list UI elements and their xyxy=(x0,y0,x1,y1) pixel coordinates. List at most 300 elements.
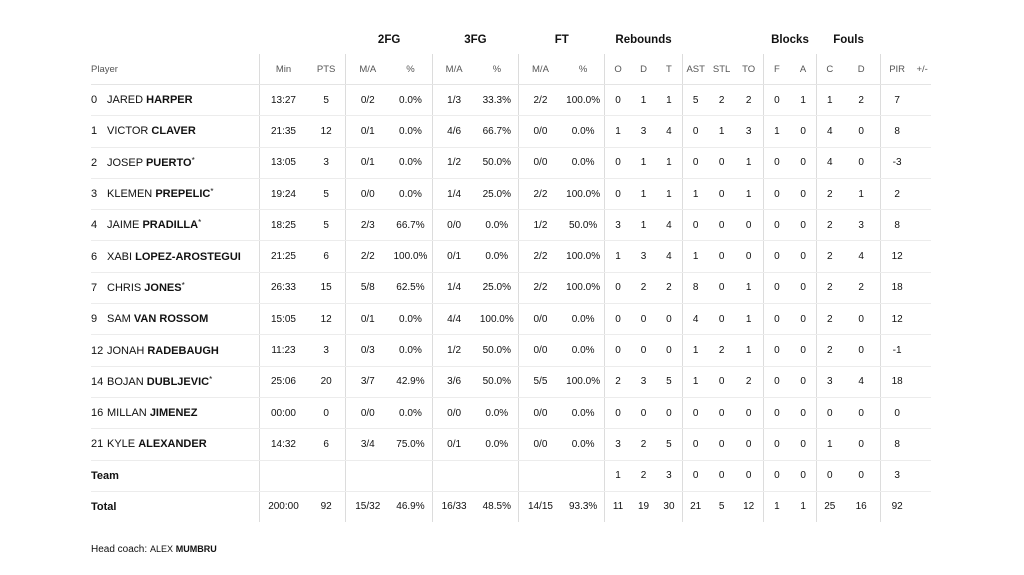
cell-fouls-c: 2 xyxy=(817,178,843,209)
cell-blocks-f: 0 xyxy=(763,304,790,335)
cell-min: 15:05 xyxy=(260,304,307,335)
cell-pts: 3 xyxy=(307,335,346,366)
cell-plus-minus xyxy=(913,241,931,272)
player-first-name: MILLAN xyxy=(107,407,147,420)
player-row xyxy=(91,178,931,209)
cell-ast: 4 xyxy=(682,304,709,335)
player-last-name: VAN ROSSOM xyxy=(133,313,209,326)
player-first-name: JAIME xyxy=(107,219,140,232)
player-first-name: JARED xyxy=(107,94,144,107)
cell-stl: 0 xyxy=(709,429,735,460)
group-blocks: Blocks xyxy=(771,34,809,46)
cell-reb-d: 3 xyxy=(631,366,657,397)
cell-2fg-pct: 0.0% xyxy=(389,85,432,116)
cell-blocks-f: 0 xyxy=(763,147,790,178)
cell-reb-o: 2 xyxy=(605,366,631,397)
cell-reb-d: 0 xyxy=(631,397,657,428)
cell-to: 1 xyxy=(734,147,763,178)
cell-pir: -1 xyxy=(880,335,913,366)
player-last-name: PRADILLA xyxy=(142,219,199,232)
cell-2fg-pct: 0.0% xyxy=(389,304,432,335)
cell-blocks-f: 0 xyxy=(763,335,790,366)
group-ft: FT xyxy=(554,34,569,46)
cell-plus-minus xyxy=(913,272,931,303)
starter-marker: * xyxy=(210,187,214,197)
cell-ft-pct: 0.0% xyxy=(562,147,605,178)
player-number: 2 xyxy=(91,156,98,169)
cell-ft-pct: 93.3% xyxy=(568,501,598,513)
col-header-2fg-pct: % xyxy=(389,54,432,85)
cell-pts: 12 xyxy=(307,116,346,147)
team-row xyxy=(91,460,931,491)
cell-to: 2 xyxy=(734,85,763,116)
cell-3fg-ma: 1/4 xyxy=(432,178,475,209)
cell-ft-ma: 2/2 xyxy=(519,272,562,303)
col-header-blocks-f: F xyxy=(763,54,790,85)
cell-plus-minus xyxy=(913,304,931,335)
cell-2fg-ma: 0/1 xyxy=(346,147,389,178)
cell-3fg-ma: 4/4 xyxy=(432,304,475,335)
cell-ast: 0 xyxy=(682,429,709,460)
cell-pir: 12 xyxy=(880,304,913,335)
cell-min: 18:25 xyxy=(260,210,307,241)
player-name-cell[interactable] xyxy=(91,241,260,272)
cell-to: 1 xyxy=(734,335,763,366)
cell-3fg-pct: 0.0% xyxy=(475,210,518,241)
cell-pir: 18 xyxy=(880,272,913,303)
cell-3fg-pct xyxy=(475,460,518,491)
player-row xyxy=(91,429,931,460)
cell-ast: 0 xyxy=(682,116,709,147)
starter-marker: * xyxy=(198,218,202,228)
player-name-cell[interactable] xyxy=(91,272,260,303)
player-row xyxy=(91,147,931,178)
player-row xyxy=(91,304,931,335)
cell-stl: 0 xyxy=(709,210,735,241)
player-row xyxy=(91,335,931,366)
player-number: 12 xyxy=(91,344,104,357)
cell-stl: 0 xyxy=(709,241,735,272)
cell-2fg-pct: 0.0% xyxy=(389,178,432,209)
cell-min: 11:23 xyxy=(260,335,307,366)
cell-reb-t: 0 xyxy=(656,397,682,428)
cell-3fg-pct: 50.0% xyxy=(475,147,518,178)
cell-2fg-ma xyxy=(346,460,389,491)
cell-3fg-pct: 0.0% xyxy=(475,241,518,272)
cell-blocks-f: 0 xyxy=(763,429,790,460)
player-name-cell[interactable] xyxy=(91,178,260,209)
col-header-pts: PTS xyxy=(307,54,346,85)
cell-pir: 12 xyxy=(880,241,913,272)
cell-ft-pct: 0.0% xyxy=(562,429,605,460)
cell-2fg-ma: 2/2 xyxy=(346,241,389,272)
cell-blocks-f: 1 xyxy=(763,491,790,522)
cell-min: 26:33 xyxy=(260,272,307,303)
cell-2fg-pct: 0.0% xyxy=(389,147,432,178)
cell-fouls-d: 4 xyxy=(842,241,880,272)
player-row xyxy=(91,85,931,116)
cell-blocks-a: 0 xyxy=(790,178,817,209)
cell-reb-d: 2 xyxy=(631,429,657,460)
cell-reb-t: 1 xyxy=(656,147,682,178)
player-first-name: XABI xyxy=(107,250,133,263)
cell-pir: 3 xyxy=(880,460,913,491)
cell-plus-minus xyxy=(913,147,931,178)
cell-3fg-pct: 33.3% xyxy=(475,85,518,116)
player-number: 0 xyxy=(91,94,98,107)
cell-ft-ma: 2/2 xyxy=(519,178,562,209)
col-header-blocks-a: A xyxy=(790,54,817,85)
cell-ast: 0 xyxy=(682,460,709,491)
cell-3fg-pct: 25.0% xyxy=(475,272,518,303)
cell-2fg-ma: 0/1 xyxy=(346,116,389,147)
cell-plus-minus xyxy=(913,85,931,116)
cell-3fg-ma: 4/6 xyxy=(432,116,475,147)
cell-ast: 0 xyxy=(682,397,709,428)
cell-blocks-a: 0 xyxy=(790,335,817,366)
col-header-t: T xyxy=(656,54,682,85)
cell-blocks-a: 0 xyxy=(790,304,817,335)
cell-ft-ma: 1/2 xyxy=(519,210,562,241)
cell-blocks-a: 0 xyxy=(790,147,817,178)
cell-to: 12 xyxy=(743,501,755,513)
cell-fouls-c: 2 xyxy=(817,241,843,272)
cell-pts: 5 xyxy=(307,210,346,241)
cell-reb-o: 0 xyxy=(605,397,631,428)
col-header-3fg-pct: % xyxy=(475,54,518,85)
cell-pir: 8 xyxy=(880,429,913,460)
cell-ft-ma: 2/2 xyxy=(519,85,562,116)
player-first-name: KLEMEN xyxy=(107,188,153,201)
group-header-row xyxy=(91,26,931,54)
cell-to: 0 xyxy=(734,460,763,491)
cell-pts xyxy=(307,460,346,491)
total-row xyxy=(91,491,931,522)
player-row xyxy=(91,210,931,241)
cell-blocks-a: 0 xyxy=(790,429,817,460)
cell-blocks-a: 1 xyxy=(800,501,806,513)
cell-ft-pct: 0.0% xyxy=(562,116,605,147)
cell-2fg-pct xyxy=(389,460,432,491)
cell-pts: 12 xyxy=(307,304,346,335)
cell-pir: 2 xyxy=(880,178,913,209)
cell-3fg-pct: 66.7% xyxy=(475,116,518,147)
cell-reb-d: 1 xyxy=(631,85,657,116)
cell-reb-o: 1 xyxy=(605,116,631,147)
cell-blocks-a: 0 xyxy=(790,397,817,428)
cell-reb-t: 30 xyxy=(663,501,675,513)
cell-2fg-ma: 0/3 xyxy=(346,335,389,366)
starter-marker: * xyxy=(191,155,195,165)
col-header-d: D xyxy=(631,54,657,85)
cell-2fg-pct: 66.7% xyxy=(389,210,432,241)
cell-ft-pct: 100.0% xyxy=(562,366,605,397)
player-name-cell[interactable] xyxy=(91,335,260,366)
cell-blocks-a: 1 xyxy=(790,85,817,116)
cell-min: 14:32 xyxy=(260,429,307,460)
player-number: 21 xyxy=(91,438,104,451)
col-header-3fg-ma: M/A xyxy=(432,54,475,85)
cell-plus-minus xyxy=(913,460,931,491)
cell-to: 3 xyxy=(734,116,763,147)
cell-reb-t: 4 xyxy=(656,210,682,241)
cell-ft-ma xyxy=(519,460,562,491)
cell-ft-pct xyxy=(562,460,605,491)
col-header-to: TO xyxy=(734,54,763,85)
cell-reb-t: 4 xyxy=(656,241,682,272)
team-row-label: Team xyxy=(91,460,260,491)
cell-2fg-ma: 0/2 xyxy=(346,85,389,116)
cell-fouls-c: 2 xyxy=(817,304,843,335)
cell-2fg-ma: 3/7 xyxy=(346,366,389,397)
cell-reb-t: 4 xyxy=(656,116,682,147)
cell-ast: 5 xyxy=(682,85,709,116)
cell-fouls-d: 0 xyxy=(842,460,880,491)
player-name-cell[interactable] xyxy=(91,304,260,335)
cell-3fg-pct: 0.0% xyxy=(475,429,518,460)
cell-blocks-f: 1 xyxy=(763,116,790,147)
cell-3fg-ma: 1/3 xyxy=(432,85,475,116)
cell-ast: 1 xyxy=(682,366,709,397)
col-header-player: Player xyxy=(91,54,260,85)
cell-3fg-ma: 3/6 xyxy=(432,366,475,397)
cell-pir: 7 xyxy=(880,85,913,116)
cell-min: 13:05 xyxy=(260,147,307,178)
player-first-name: JOSEP xyxy=(107,156,143,169)
total-row-label: Total xyxy=(91,500,117,513)
cell-3fg-ma: 0/1 xyxy=(432,429,475,460)
cell-reb-d: 0 xyxy=(631,335,657,366)
cell-min xyxy=(260,460,307,491)
cell-2fg-ma: 15/32 xyxy=(346,491,389,522)
cell-pts: 15 xyxy=(307,272,346,303)
cell-ft-ma: 0/0 xyxy=(519,397,562,428)
cell-2fg-pct: 100.0% xyxy=(389,241,432,272)
cell-min: 25:06 xyxy=(260,366,307,397)
group-rebounds: Rebounds xyxy=(615,34,672,46)
cell-fouls-d: 1 xyxy=(842,178,880,209)
cell-ast: 1 xyxy=(682,178,709,209)
player-last-name: PUERTO xyxy=(145,156,192,169)
cell-ft-pct: 100.0% xyxy=(562,272,605,303)
cell-ft-ma: 0/0 xyxy=(519,147,562,178)
cell-to: 0 xyxy=(734,210,763,241)
cell-to: 0 xyxy=(734,397,763,428)
cell-reb-o: 0 xyxy=(605,178,631,209)
cell-pir: 0 xyxy=(880,397,913,428)
cell-ft-pct: 0.0% xyxy=(562,335,605,366)
cell-2fg-pct: 75.0% xyxy=(389,429,432,460)
cell-plus-minus xyxy=(913,116,931,147)
cell-fouls-c: 25 xyxy=(817,491,843,522)
player-last-name: JONES xyxy=(144,281,182,294)
player-number: 9 xyxy=(91,313,98,326)
cell-to: 0 xyxy=(734,429,763,460)
cell-reb-d: 2 xyxy=(631,460,657,491)
cell-plus-minus xyxy=(913,397,931,428)
cell-reb-o: 0 xyxy=(605,147,631,178)
cell-pts: 5 xyxy=(307,85,346,116)
cell-2fg-ma: 0/1 xyxy=(346,304,389,335)
cell-ft-ma: 0/0 xyxy=(519,429,562,460)
player-name-cell[interactable] xyxy=(91,147,260,178)
cell-plus-minus xyxy=(913,335,931,366)
cell-blocks-a: 0 xyxy=(790,116,817,147)
cell-min: 200:00 xyxy=(260,491,307,522)
cell-pir: -3 xyxy=(880,147,913,178)
player-number: 6 xyxy=(91,250,98,263)
cell-fouls-d: 0 xyxy=(842,147,880,178)
boxscore-table xyxy=(91,26,931,522)
column-header-row xyxy=(91,54,931,85)
col-header-ft-ma: M/A xyxy=(519,54,562,85)
cell-reb-d: 0 xyxy=(631,304,657,335)
cell-fouls-d: 0 xyxy=(842,335,880,366)
cell-3fg-pct: 25.0% xyxy=(475,178,518,209)
cell-min: 19:24 xyxy=(260,178,307,209)
cell-plus-minus xyxy=(913,210,931,241)
cell-plus-minus xyxy=(913,491,931,522)
col-header-fouls-d: D xyxy=(842,54,880,85)
cell-3fg-ma xyxy=(432,460,475,491)
cell-fouls-d: 16 xyxy=(855,501,867,513)
group-2fg: 2FG xyxy=(377,34,401,46)
cell-2fg-pct: 46.9% xyxy=(396,501,425,513)
player-row xyxy=(91,366,931,397)
cell-blocks-f: 0 xyxy=(763,460,790,491)
col-header-min: Min xyxy=(260,54,307,85)
player-name-cell[interactable] xyxy=(91,366,260,397)
cell-stl: 0 xyxy=(709,304,735,335)
cell-3fg-pct: 48.5% xyxy=(482,501,511,513)
cell-3fg-ma: 1/4 xyxy=(432,272,475,303)
head-coach xyxy=(91,544,217,555)
boxscore-body xyxy=(91,85,931,522)
cell-pts: 20 xyxy=(307,366,346,397)
cell-stl: 2 xyxy=(709,335,735,366)
cell-3fg-ma: 1/2 xyxy=(432,335,475,366)
player-name-cell[interactable] xyxy=(91,85,260,116)
cell-ft-pct: 0.0% xyxy=(562,397,605,428)
cell-ast: 0 xyxy=(682,210,709,241)
cell-reb-o: 3 xyxy=(605,429,631,460)
player-last-name: ALEXANDER xyxy=(138,438,207,451)
cell-blocks-f: 0 xyxy=(763,241,790,272)
cell-reb-o: 0 xyxy=(605,335,631,366)
cell-plus-minus xyxy=(913,178,931,209)
cell-stl: 0 xyxy=(709,272,735,303)
cell-ft-pct: 100.0% xyxy=(562,178,605,209)
cell-reb-d: 1 xyxy=(631,210,657,241)
cell-fouls-c: 2 xyxy=(817,272,843,303)
cell-pir: 8 xyxy=(880,210,913,241)
cell-2fg-ma: 0/0 xyxy=(346,397,389,428)
player-first-name: CHRIS xyxy=(107,281,142,294)
cell-2fg-ma: 0/0 xyxy=(346,178,389,209)
cell-reb-d: 1 xyxy=(631,147,657,178)
cell-2fg-ma: 3/4 xyxy=(346,429,389,460)
cell-plus-minus xyxy=(913,366,931,397)
player-name-cell[interactable] xyxy=(91,397,260,428)
cell-blocks-a: 0 xyxy=(790,210,817,241)
cell-reb-t: 1 xyxy=(656,85,682,116)
cell-reb-d: 3 xyxy=(631,116,657,147)
cell-2fg-pct: 0.0% xyxy=(389,335,432,366)
cell-fouls-c: 1 xyxy=(817,85,843,116)
cell-ft-ma: 2/2 xyxy=(519,241,562,272)
cell-2fg-ma: 5/8 xyxy=(346,272,389,303)
player-last-name: PREPELIC xyxy=(155,188,211,201)
cell-2fg-pct: 0.0% xyxy=(389,116,432,147)
player-number: 16 xyxy=(91,407,104,420)
player-name-cell[interactable] xyxy=(91,210,260,241)
cell-3fg-ma: 0/0 xyxy=(432,210,475,241)
cell-reb-o: 0 xyxy=(605,304,631,335)
col-header-fouls-c: C xyxy=(817,54,843,85)
col-header-plus-minus: +/- xyxy=(913,54,931,85)
cell-ft-ma: 14/15 xyxy=(519,491,562,522)
cell-reb-t: 5 xyxy=(656,366,682,397)
cell-reb-o: 1 xyxy=(605,241,631,272)
cell-reb-o: 3 xyxy=(605,210,631,241)
cell-blocks-f: 0 xyxy=(763,366,790,397)
head-coach-last-name: MUMBRU xyxy=(175,544,217,554)
cell-blocks-f: 0 xyxy=(763,85,790,116)
cell-blocks-a: 0 xyxy=(790,366,817,397)
player-first-name: KYLE xyxy=(107,438,136,451)
col-header-stl: STL xyxy=(709,54,735,85)
cell-blocks-a: 0 xyxy=(790,460,817,491)
col-header-ast: AST xyxy=(682,54,709,85)
player-name-cell[interactable] xyxy=(91,116,260,147)
player-number: 1 xyxy=(91,125,98,138)
cell-pts: 6 xyxy=(307,429,346,460)
player-first-name: VICTOR xyxy=(107,125,149,138)
cell-pts: 0 xyxy=(307,397,346,428)
cell-fouls-d: 2 xyxy=(842,85,880,116)
cell-blocks-f: 0 xyxy=(763,210,790,241)
player-first-name: JONAH xyxy=(107,344,145,357)
cell-stl: 0 xyxy=(709,397,735,428)
col-header-ft-pct: % xyxy=(562,54,605,85)
col-header-o: O xyxy=(605,54,631,85)
cell-fouls-d: 0 xyxy=(842,397,880,428)
starter-marker: * xyxy=(209,374,213,384)
cell-reb-o: 1 xyxy=(605,460,631,491)
cell-ft-pct: 100.0% xyxy=(562,85,605,116)
cell-ft-ma: 0/0 xyxy=(519,304,562,335)
cell-fouls-d: 4 xyxy=(842,366,880,397)
cell-stl: 1 xyxy=(709,116,735,147)
player-last-name: HARPER xyxy=(146,94,193,107)
cell-pir: 18 xyxy=(880,366,913,397)
cell-2fg-pct: 0.0% xyxy=(389,397,432,428)
player-name-cell[interactable] xyxy=(91,429,260,460)
player-row xyxy=(91,272,931,303)
cell-ft-ma: 0/0 xyxy=(519,116,562,147)
cell-fouls-d: 0 xyxy=(842,304,880,335)
cell-plus-minus xyxy=(913,429,931,460)
player-number: 7 xyxy=(91,281,98,294)
player-first-name: BOJAN xyxy=(107,375,144,388)
cell-reb-o: 0 xyxy=(605,85,631,116)
cell-stl: 0 xyxy=(709,178,735,209)
cell-fouls-d: 0 xyxy=(842,116,880,147)
cell-stl: 5 xyxy=(718,501,725,513)
cell-ft-pct: 100.0% xyxy=(562,241,605,272)
cell-2fg-ma: 2/3 xyxy=(346,210,389,241)
cell-reb-t: 3 xyxy=(656,460,682,491)
